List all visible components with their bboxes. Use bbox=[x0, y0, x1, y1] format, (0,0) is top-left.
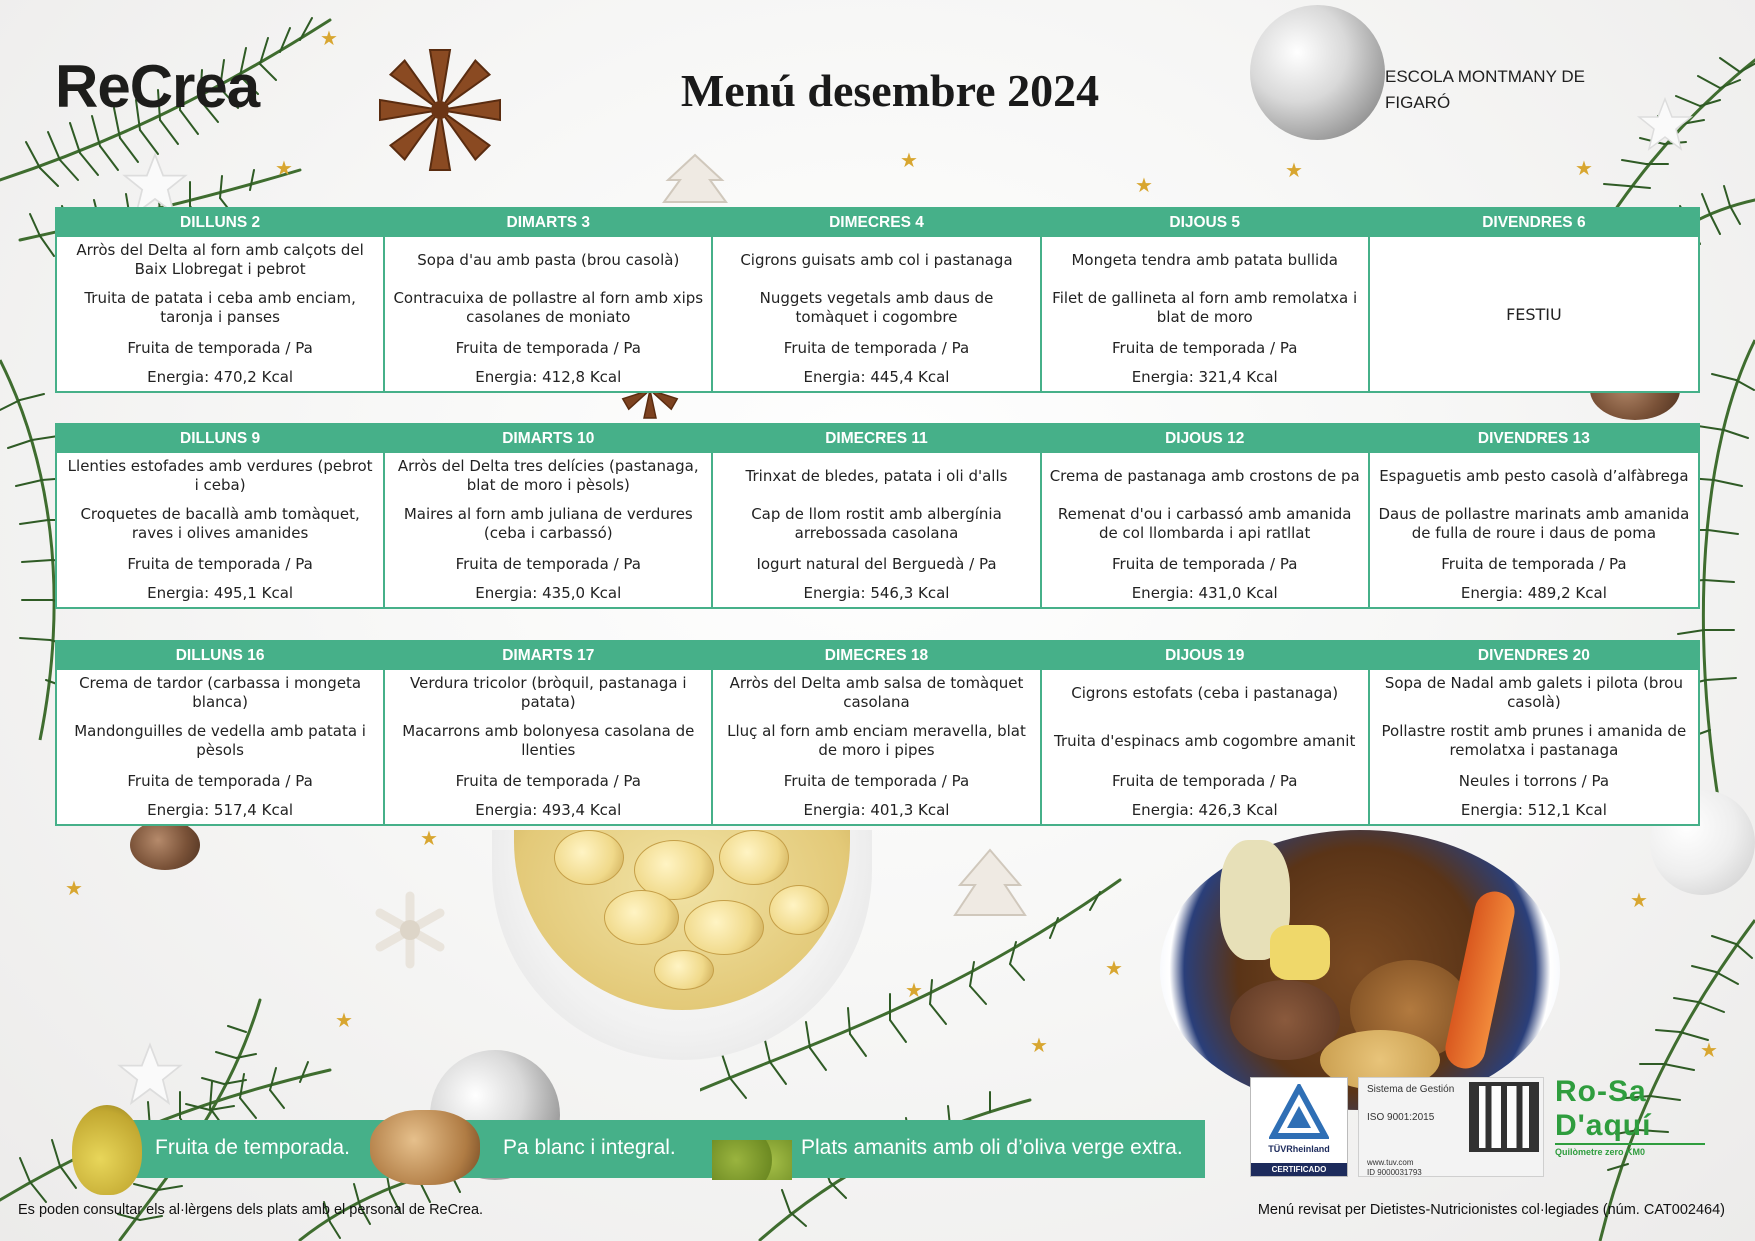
pasta-shell bbox=[654, 950, 714, 990]
day-column bbox=[1370, 209, 1698, 391]
first-course: Arròs del Delta al forn amb calçots del Baix Llobregat i pebrot bbox=[76, 241, 364, 278]
second-course: Lluç al forn amb enciam meravella, blat de moro i pipes bbox=[727, 722, 1026, 759]
second-course: Croquetes de bacallà amb tomàquet, raves i olives amanides bbox=[80, 505, 360, 542]
first-course: Llenties estofades amb verdures (pebrot i ceba) bbox=[67, 457, 373, 494]
gold-star: ★ bbox=[1630, 888, 1648, 912]
silver-ornament-top bbox=[1250, 5, 1385, 140]
day-header: DIVENDRES 13 bbox=[1370, 425, 1698, 453]
gold-star: ★ bbox=[275, 156, 293, 180]
star-anise bbox=[370, 40, 510, 180]
energy-value: Energia: 401,3 Kcal bbox=[803, 800, 950, 819]
page-title: Menú desembre 2024 bbox=[680, 65, 1100, 116]
gold-star: ★ bbox=[1030, 1033, 1048, 1057]
pasta-shell bbox=[719, 830, 789, 885]
dessert: Fruita de temporada / Pa bbox=[127, 771, 313, 790]
gold-star: ★ bbox=[1575, 156, 1593, 180]
tuv-website: www.tuv.com bbox=[1367, 1158, 1414, 1167]
management-system-label: Sistema de Gestión bbox=[1367, 1084, 1455, 1095]
white-star-bottom-left bbox=[115, 1040, 185, 1110]
certificate-id: ID 9000031793 bbox=[1367, 1168, 1422, 1177]
gold-star: ★ bbox=[420, 826, 438, 850]
pasta-shell bbox=[554, 830, 624, 885]
gold-star: ★ bbox=[1285, 158, 1303, 182]
dessert: Fruita de temporada / Pa bbox=[455, 338, 641, 357]
week-table bbox=[55, 207, 1700, 393]
day-column bbox=[57, 425, 385, 607]
second-course: Contracuixa de pollastre al forn amb xips casolanes de moniato bbox=[393, 289, 704, 326]
first-course: Crema de pastanaga amb crostons de pa bbox=[1049, 466, 1360, 485]
energy-value: Energia: 412,8 Kcal bbox=[475, 367, 622, 386]
rosa-daqui-logo bbox=[1555, 1075, 1705, 1175]
tuv-certification-badge bbox=[1250, 1077, 1348, 1177]
gold-star: ★ bbox=[1105, 956, 1123, 980]
pear-icon bbox=[72, 1105, 142, 1195]
day-dishes bbox=[1042, 670, 1368, 824]
holiday-label: FESTIU bbox=[1506, 304, 1562, 324]
wooden-snowflake bbox=[370, 890, 450, 970]
second-course: Maires al forn amb juliana de verdures (ceba i carbassó) bbox=[403, 505, 693, 542]
first-course: Arròs del Delta tres delícies (pastanaga, blat de moro i pèsols) bbox=[397, 457, 699, 494]
day-column bbox=[713, 642, 1041, 824]
gold-star: ★ bbox=[900, 148, 918, 172]
day-column bbox=[57, 642, 385, 824]
second-course: Mandonguilles de vedella amb patata i pèsols bbox=[74, 722, 366, 759]
first-course: Sopa de Nadal amb galets i pilota (brou casolà) bbox=[1384, 674, 1683, 711]
olives-icon bbox=[712, 1140, 792, 1180]
rosa-daqui-name: Ro-Sa D'aquí bbox=[1555, 1075, 1652, 1142]
dessert: Fruita de temporada / Pa bbox=[1112, 338, 1298, 357]
dessert: Iogurt natural del Berguedà / Pa bbox=[756, 554, 997, 573]
day-column bbox=[1370, 425, 1698, 607]
day-header: DIJOUS 19 bbox=[1042, 642, 1368, 670]
banner-fruit: Fruita de temporada. bbox=[155, 1136, 350, 1159]
second-course: Daus de pollastre marinats amb amanida de fulla de roure i daus de poma bbox=[1378, 505, 1690, 542]
tuv-brand: TÜVRheinland bbox=[1268, 1144, 1330, 1154]
first-course: Verdura tricolor (bròquil, pastanaga i patata) bbox=[410, 674, 687, 711]
day-header: DIMARTS 3 bbox=[385, 209, 711, 237]
day-column bbox=[1042, 642, 1370, 824]
day-dishes bbox=[1370, 670, 1698, 824]
day-header: DIVENDRES 20 bbox=[1370, 642, 1698, 670]
banner-olive-oil: Plats amanits amb oli d’oliva verge extra. bbox=[801, 1136, 1183, 1159]
second-course: Filet de gallineta al forn amb remolatxa i blat de moro bbox=[1052, 289, 1358, 326]
day-header: DIJOUS 5 bbox=[1042, 209, 1368, 237]
week-table bbox=[55, 423, 1700, 609]
second-course: Nuggets vegetals amb daus de tomàquet i cogombre bbox=[759, 289, 994, 326]
first-course: Espaguetis amb pesto casolà d’alfàbrega bbox=[1379, 466, 1689, 485]
bread-rolls-icon bbox=[370, 1110, 480, 1185]
day-column bbox=[713, 209, 1041, 391]
day-dishes bbox=[385, 237, 711, 391]
energy-value: Energia: 431,0 Kcal bbox=[1131, 583, 1278, 602]
first-course: Crema de tardor (carbassa i mongeta blanca) bbox=[79, 674, 362, 711]
pine-cone-bottom bbox=[130, 820, 200, 870]
first-course: Sopa d'au amb pasta (brou casolà) bbox=[417, 250, 680, 269]
recrea-logo: ReCrea bbox=[55, 53, 260, 120]
energy-value: Energia: 321,4 Kcal bbox=[1131, 367, 1278, 386]
day-column bbox=[1042, 425, 1370, 607]
tuv-triangle-icon bbox=[1269, 1084, 1329, 1142]
day-dishes bbox=[713, 237, 1039, 391]
allergens-note: Es poden consultar els al·lèrgens dels plats amb el personal de ReCrea. bbox=[18, 1202, 484, 1218]
pasta-shell bbox=[604, 890, 679, 945]
day-column bbox=[57, 209, 385, 391]
gold-star: ★ bbox=[905, 978, 923, 1002]
second-course: Remenat d'ou i carbassó amb amanida de col llombarda i api ratllat bbox=[1057, 505, 1352, 542]
second-course: Truita d'espinacs amb cogombre amanit bbox=[1054, 731, 1356, 750]
day-column bbox=[1370, 642, 1698, 824]
day-column bbox=[713, 425, 1041, 607]
day-header: DILLUNS 2 bbox=[57, 209, 383, 237]
energy-value: Energia: 470,2 Kcal bbox=[147, 367, 294, 386]
day-column bbox=[385, 209, 713, 391]
day-header: DIJOUS 12 bbox=[1042, 425, 1368, 453]
day-header: DILLUNS 16 bbox=[57, 642, 383, 670]
day-dishes bbox=[57, 237, 383, 391]
day-header: DIVENDRES 6 bbox=[1370, 209, 1698, 237]
iso-standard: ISO 9001:2015 bbox=[1367, 1112, 1435, 1123]
second-course: Macarrons amb bolonyesa casolana de llenties bbox=[402, 722, 695, 759]
dessert: Neules i torrons / Pa bbox=[1458, 771, 1610, 790]
day-dishes bbox=[57, 670, 383, 824]
energy-value: Energia: 489,2 Kcal bbox=[1460, 583, 1607, 602]
soup-broth bbox=[514, 830, 850, 1010]
day-header: DIMARTS 10 bbox=[385, 425, 711, 453]
dessert: Fruita de temporada / Pa bbox=[783, 771, 970, 790]
gold-star: ★ bbox=[1135, 173, 1153, 197]
day-header: DIMECRES 11 bbox=[713, 425, 1039, 453]
day-header: DIMARTS 17 bbox=[385, 642, 711, 670]
pasta-shell bbox=[684, 900, 764, 955]
energy-value: Energia: 426,3 Kcal bbox=[1131, 800, 1278, 819]
dessert: Fruita de temporada / Pa bbox=[783, 338, 970, 357]
day-dishes bbox=[57, 453, 383, 607]
day-header: DILLUNS 9 bbox=[57, 425, 383, 453]
week-table bbox=[55, 640, 1700, 826]
stew-potato bbox=[1270, 925, 1330, 980]
day-dishes bbox=[385, 453, 711, 607]
dessert: Fruita de temporada / Pa bbox=[127, 554, 313, 573]
day-dishes bbox=[385, 670, 711, 824]
stew-plate-image bbox=[1160, 830, 1560, 1110]
dessert: Fruita de temporada / Pa bbox=[1112, 771, 1298, 790]
rosa-daqui-tagline: Quilòmetre zero KM0 bbox=[1555, 1143, 1705, 1157]
iso-certification bbox=[1358, 1077, 1544, 1177]
dessert: Fruita de temporada / Pa bbox=[1441, 554, 1627, 573]
wooden-tree bbox=[950, 845, 1030, 935]
dessert: Fruita de temporada / Pa bbox=[127, 338, 313, 357]
second-course: Truita de patata i ceba amb enciam, taronja i panses bbox=[84, 289, 356, 326]
energy-value: Energia: 517,4 Kcal bbox=[147, 800, 294, 819]
energy-value: Energia: 546,3 Kcal bbox=[803, 583, 950, 602]
second-course: Cap de llom rostit amb albergínia arrebossada casolana bbox=[751, 505, 1002, 542]
day-header: DIMECRES 4 bbox=[713, 209, 1039, 237]
day-column bbox=[385, 642, 713, 824]
gold-star: ★ bbox=[65, 876, 83, 900]
tuv-certified-label: CERTIFICADO bbox=[1251, 1163, 1347, 1176]
dessert: Fruita de temporada / Pa bbox=[455, 771, 641, 790]
dessert: Fruita de temporada / Pa bbox=[1112, 554, 1298, 573]
day-dishes bbox=[1370, 453, 1698, 607]
day-dishes bbox=[713, 670, 1039, 824]
gold-star: ★ bbox=[320, 26, 338, 50]
energy-value: Energia: 445,4 Kcal bbox=[803, 367, 950, 386]
qr-code-icon bbox=[1469, 1082, 1539, 1152]
energy-value: Energia: 493,4 Kcal bbox=[475, 800, 622, 819]
day-dishes bbox=[1042, 237, 1368, 391]
wooden-tree-top bbox=[660, 150, 730, 210]
gold-star: ★ bbox=[1700, 1038, 1718, 1062]
banner-bread: Pa blanc i integral. bbox=[503, 1136, 676, 1159]
first-course: Cigrons guisats amb col i pastanaga bbox=[740, 250, 1013, 269]
school-name: ESCOLA MONTMANY DE FIGARÓ bbox=[1385, 67, 1585, 112]
energy-value: Energia: 495,1 Kcal bbox=[147, 583, 294, 602]
gold-star: ★ bbox=[335, 1008, 353, 1032]
review-note: Menú revisat per Dietistes-Nutricionistes col·legiades (núm. CAT002464) bbox=[1257, 1202, 1725, 1218]
white-star-decoration bbox=[1635, 95, 1695, 155]
day-dishes bbox=[1042, 453, 1368, 607]
day-dishes bbox=[713, 453, 1039, 607]
day-column bbox=[385, 425, 713, 607]
first-course: Arròs del Delta amb salsa de tomàquet casolana bbox=[729, 674, 1024, 711]
energy-value: Energia: 512,1 Kcal bbox=[1460, 800, 1607, 819]
highlights-banner bbox=[95, 1120, 1205, 1178]
second-course: Pollastre rostit amb prunes i amanida de remolatxa i pastanaga bbox=[1381, 722, 1687, 759]
day-column bbox=[1042, 209, 1370, 391]
first-course: Trinxat de bledes, patata i oli d'alls bbox=[745, 466, 1008, 485]
pasta-shell bbox=[769, 885, 829, 935]
dessert: Fruita de temporada / Pa bbox=[455, 554, 641, 573]
day-header: DIMECRES 18 bbox=[713, 642, 1039, 670]
energy-value: Energia: 435,0 Kcal bbox=[475, 583, 622, 602]
first-course: Cigrons estofats (ceba i pastanaga) bbox=[1071, 683, 1339, 702]
first-course: Mongeta tendra amb patata bullida bbox=[1071, 250, 1338, 269]
